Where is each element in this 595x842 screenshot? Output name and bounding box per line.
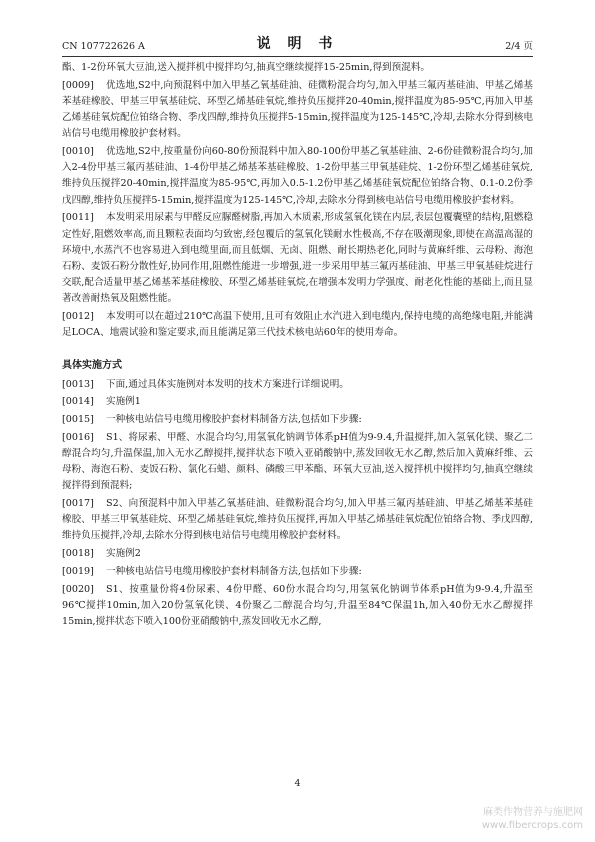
patent-number: CN 107722626 A (62, 41, 145, 52)
paragraph-text: S1、按重量份将4份尿素、4份甲醛、60份水混合均匀,用氢氧化钠调节体系pH值为9-9.4,升温至96℃搅拌10min,加入20份氢氧化镁、4份聚乙二醇混合均匀,升温至84℃保温1h,加入40份无水乙醇搅拌15min,搅拌状态下喷入100份亚硝酸钠中,蒸发回收无水乙醇, (62, 583, 533, 627)
paragraph-0014 (62, 394, 533, 410)
paragraph-number: [0010] (62, 146, 94, 158)
paragraph-number: [0016] (62, 431, 94, 443)
page-number: 4 (294, 778, 301, 789)
paragraph-text: 一种核电站信号电缆用橡胶护套材料制备方法,包括如下步骤: (106, 565, 362, 577)
paragraph-0010 (62, 144, 533, 209)
paragraph-number: [0012] (62, 311, 94, 323)
watermark (482, 806, 583, 832)
document-title: 说 明 书 (256, 36, 339, 52)
section-heading: 具体实施方式 (62, 360, 122, 372)
paragraph-text: 优选地,S2中,向预混料中加入甲基乙氧基硅油、硅微粉混合均匀,加入甲基三氟丙基硅油、甲基乙烯基苯基硅橡胶、甲基三甲氧基硅烷、环型乙烯基硅氧烷,维持负压搅拌20-40min,搅拌温度为85-95℃,再加入甲基乙烯基硅氧烷配位铂络合物、季戊四醇,维持负压搅拌5-15min,搅拌温度为125-145℃,冷却,去除水分得到核电站信号电缆用橡胶护套材料。 (62, 79, 533, 140)
paragraph-text: 下面,通过具体实施例对本发明的技术方案进行详细说明。 (106, 378, 349, 390)
paragraph-number: [0011] (62, 212, 94, 224)
paragraph-number: [0019] (62, 565, 94, 577)
document-body (62, 60, 533, 632)
paragraph-number: [0018] (62, 548, 94, 560)
paragraph-text: S1、将尿素、甲醛、水混合均匀,用氢氧化钠调节体系pH值为9-9.4,升温搅拌,加入氢氧化镁、聚乙二醇混合均匀,升温保温,加入无水乙醇搅拌,搅拌状态下喷入亚硝酸钠中,蒸发回收无水乙醇,然后加入黄麻纤维、云母粉、海泡石粉、麦饭石粉、氯化石蜡、颜料、磷酸三甲苯酯、环氧大豆油,送入搅拌机中搅拌均匀,抽真空继续搅拌得到预混料; (62, 431, 533, 492)
page-header (62, 36, 533, 57)
paragraph-0013 (62, 377, 533, 393)
paragraph-0018 (62, 546, 533, 562)
paragraph-number: [0009] (62, 79, 94, 91)
paragraph-0012 (62, 309, 533, 341)
paragraph-0011 (62, 210, 533, 307)
paragraph-text: S2、向预混料中加入甲基乙氧基硅油、硅微粉混合均匀,加入甲基三氟丙基硅油、甲基乙烯基苯基硅橡胶、甲基三甲氧基硅烷、环型乙烯基硅氧烷,维持负压搅拌,再加入甲基乙烯基硅氧烷配位铂络合物、季戊四醇,维持负压搅拌,冷却,去除水分得到核电站信号电缆用橡胶护套材料。 (62, 498, 533, 542)
paragraph-text: 本发明采用尿素与甲醛反应脲醛树脂,再加入木质素,形成氢氧化镁在内层,表层包覆囊壁的结构,阻燃稳定性好,阻燃效率高,而且颗粒表面均匀致密,经包覆后的氢氧化镁耐水性极高,不存在吸潮现象,即使在高温高湿的环境中,水蒸汽不也容易进入到电缆里面,而且低烟、无卤、阻燃、耐长期热老化,同时与黄麻纤维、云母粉、海泡石粉、麦饭石粉分散性好,协同作用,阻燃性能进一步增强,进一步采用甲基三氟丙基硅油、甲基三甲氧基硅烷进行交联,配合适量甲基乙烯基苯基硅橡胶、环型乙烯基硅氧烷,在增强本发明力学强度、耐老化性能的基础上,而且显著改善耐热氧及阻燃性能。 (62, 212, 533, 305)
paragraph-text: 一种核电站信号电缆用橡胶护套材料制备方法,包括如下步骤: (106, 414, 362, 426)
paragraph-text: 实施例1 (106, 396, 141, 408)
paragraph-text: 优选地,S2中,按重量份向60-80份预混料中加入80-100份甲基乙氧基硅油、2-6份硅微粉混合均匀,加入2-4份甲基三氟丙基硅油、1-4份甲基乙烯基苯基硅橡胶、1-2份甲基三甲氧基硅烷、1-2份环型乙烯基硅氧烷,维持负压搅拌20-40min,搅拌温度为85-95℃,再加入0.5-1.2份甲基乙烯基硅氧烷配位铂络合物、0.1-0.2份季戊四醇,维持负压搅拌5-15min,搅拌温度为125-145℃,冷却,去除水分得到核电站信号电缆用橡胶护套材料。 (62, 146, 533, 206)
paragraph-0009 (62, 78, 533, 143)
watermark-url: www.fibercrops.com (481, 820, 583, 831)
page-indicator: 2/4 页 (505, 41, 533, 52)
paragraph-number: [0020] (62, 583, 94, 595)
paragraph-number: [0015] (62, 414, 94, 426)
paragraph-0020 (62, 582, 533, 631)
paragraph-continued: 酯、1-2份环氧大豆油,送入搅拌机中搅拌均匀,抽真空继续搅拌15-25min,得到预混料。 (62, 62, 431, 73)
paragraph-text: 实施例2 (106, 548, 141, 560)
paragraph-0017 (62, 496, 533, 545)
paragraph-text: 本发明可以在超过210℃高温下使用,且可有效阻止水汽进入到电缆内,保持电缆的高绝缘电阻,并能满足LOCA、地震试验和鉴定要求,而且能满足第三代技术核电站60年的使用寿命。 (62, 311, 533, 339)
paragraph-0015 (62, 412, 533, 428)
paragraph-number: [0017] (62, 498, 94, 510)
paragraph-number: [0013] (62, 378, 94, 390)
paragraph-0019 (62, 564, 533, 580)
paragraph-0016 (62, 430, 533, 495)
watermark-site-name: 麻类作物营养与施肥网 (483, 807, 583, 818)
paragraph-number: [0014] (62, 396, 94, 408)
